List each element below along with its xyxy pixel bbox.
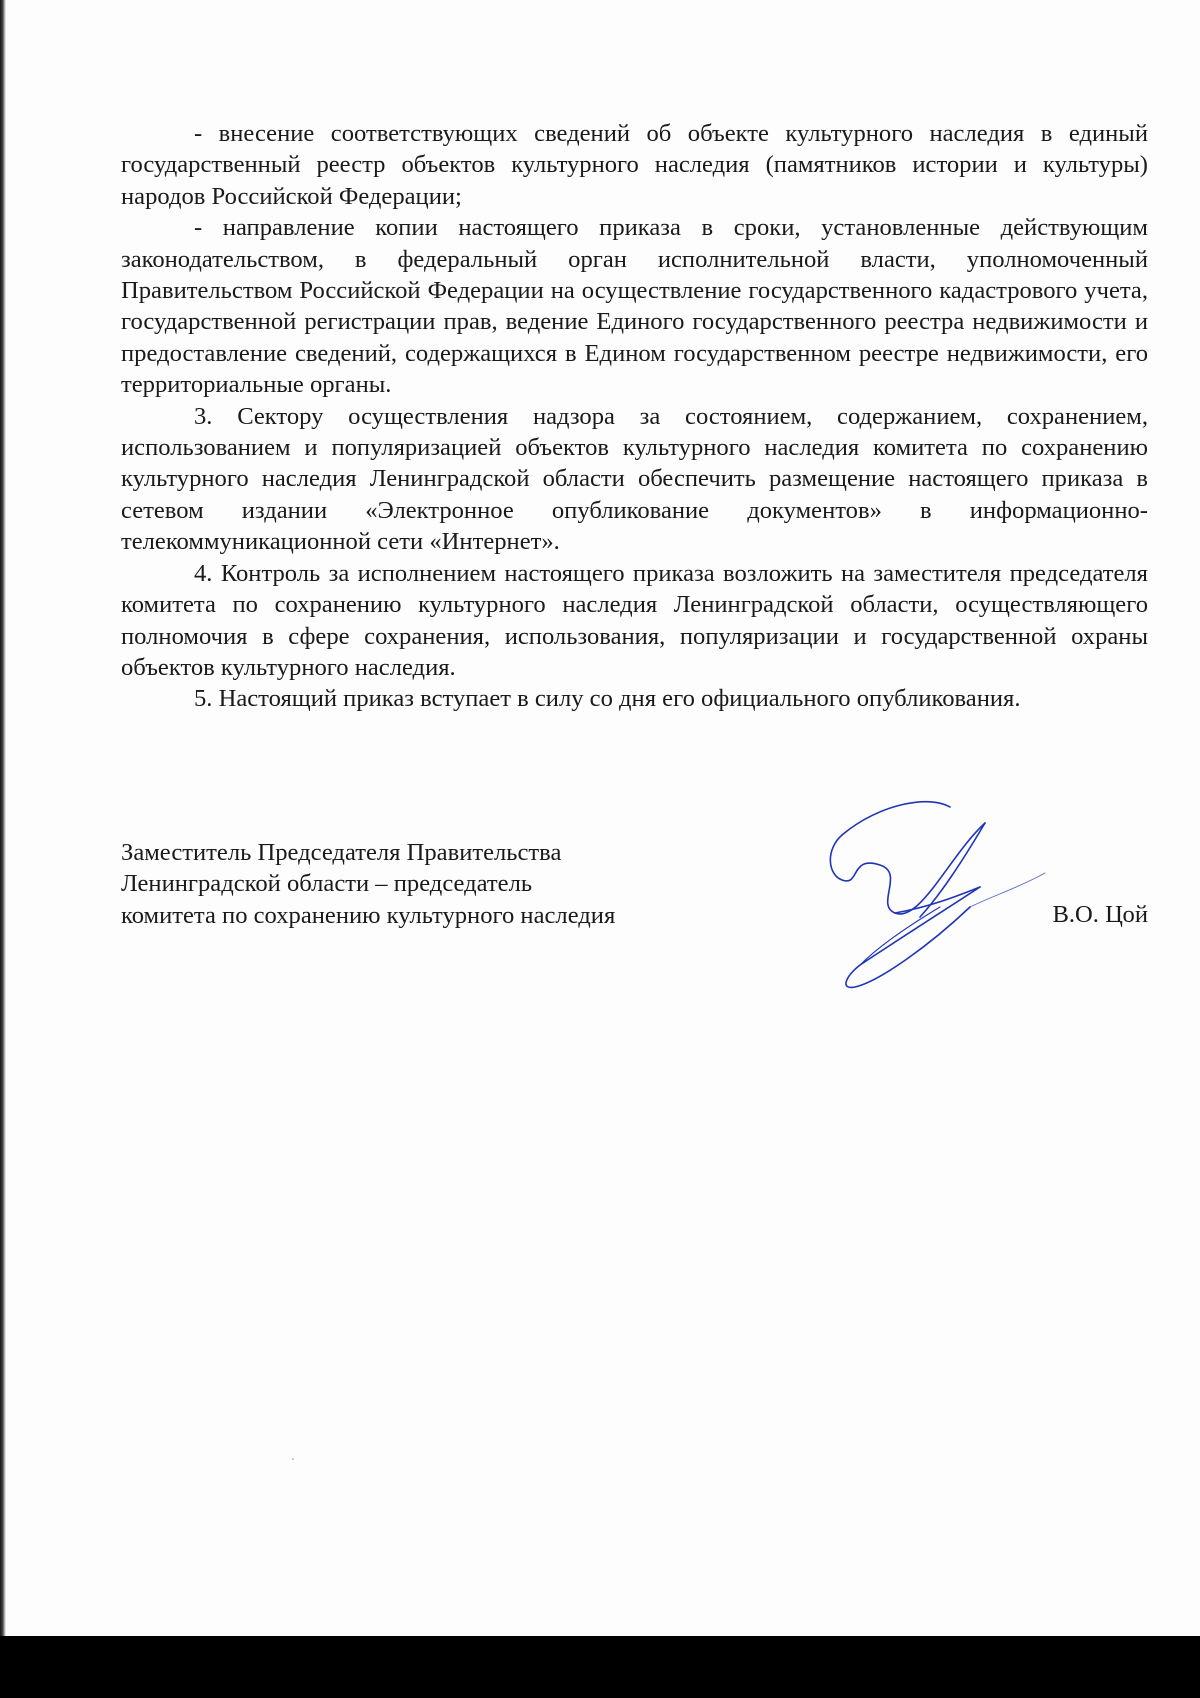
document-body xyxy=(121,118,1148,715)
handwritten-signature xyxy=(820,795,1060,995)
signer-position-line: Заместитель Председателя Правительства xyxy=(121,839,562,866)
paragraph-control: 4. Контроль за исполнением настоящего приказа возложить на заместителя председателя комитета по сохранению культурного наследия Ленинградской области, осуществляющего полномочия в сфере сохранения, использования, популяризации и государственной охраны объектов культурного наследия. xyxy=(121,559,1148,681)
paragraph-copy-direction: - направление копии настоящего приказа в сроки, установленные действующим законодательством, в федеральный орган исполнительной власти, уполномоченный Правительством Российской Федерации на осуществление государственного кадастрового учета, государственной регистрации прав, ведение Единого государственного реестра недвижимости и предоставление сведений, содержащихся в Едином государственном реестре недвижимости, его территориальные органы. xyxy=(121,214,1148,399)
scan-edge xyxy=(0,0,6,1636)
paragraph-registry-entry: - внесение соответствующих сведений об объекте культурного наследия в единый государственный реестр объектов культурного наследия (памятников истории и культуры) народов Российской Федерации; xyxy=(121,120,1148,210)
signer-position-line: Ленинградской области – председатель xyxy=(121,870,533,898)
paragraph-effective-date: 5. Настоящий приказ вступает в силу со дня его официального опубликования. xyxy=(194,685,1021,713)
paragraph-publication: 3. Сектору осуществления надзора за состоянием, содержанием, сохранением, использованием и популяризацией объектов культурного наследия комитета по сохранению культурного наследия Ленинградской области обеспечить размещение настоящего приказа в сетевом издании «Электронное опубликование документов» в информационно-телекоммуникационной сети «Интернет». xyxy=(121,402,1148,556)
signer-position-line: комитета по сохранению культурного наследия xyxy=(121,901,616,929)
signer-name: В.О. Цой xyxy=(1052,901,1148,928)
scan-speck xyxy=(292,1458,294,1460)
scan-border-bottom xyxy=(0,1636,1200,1698)
